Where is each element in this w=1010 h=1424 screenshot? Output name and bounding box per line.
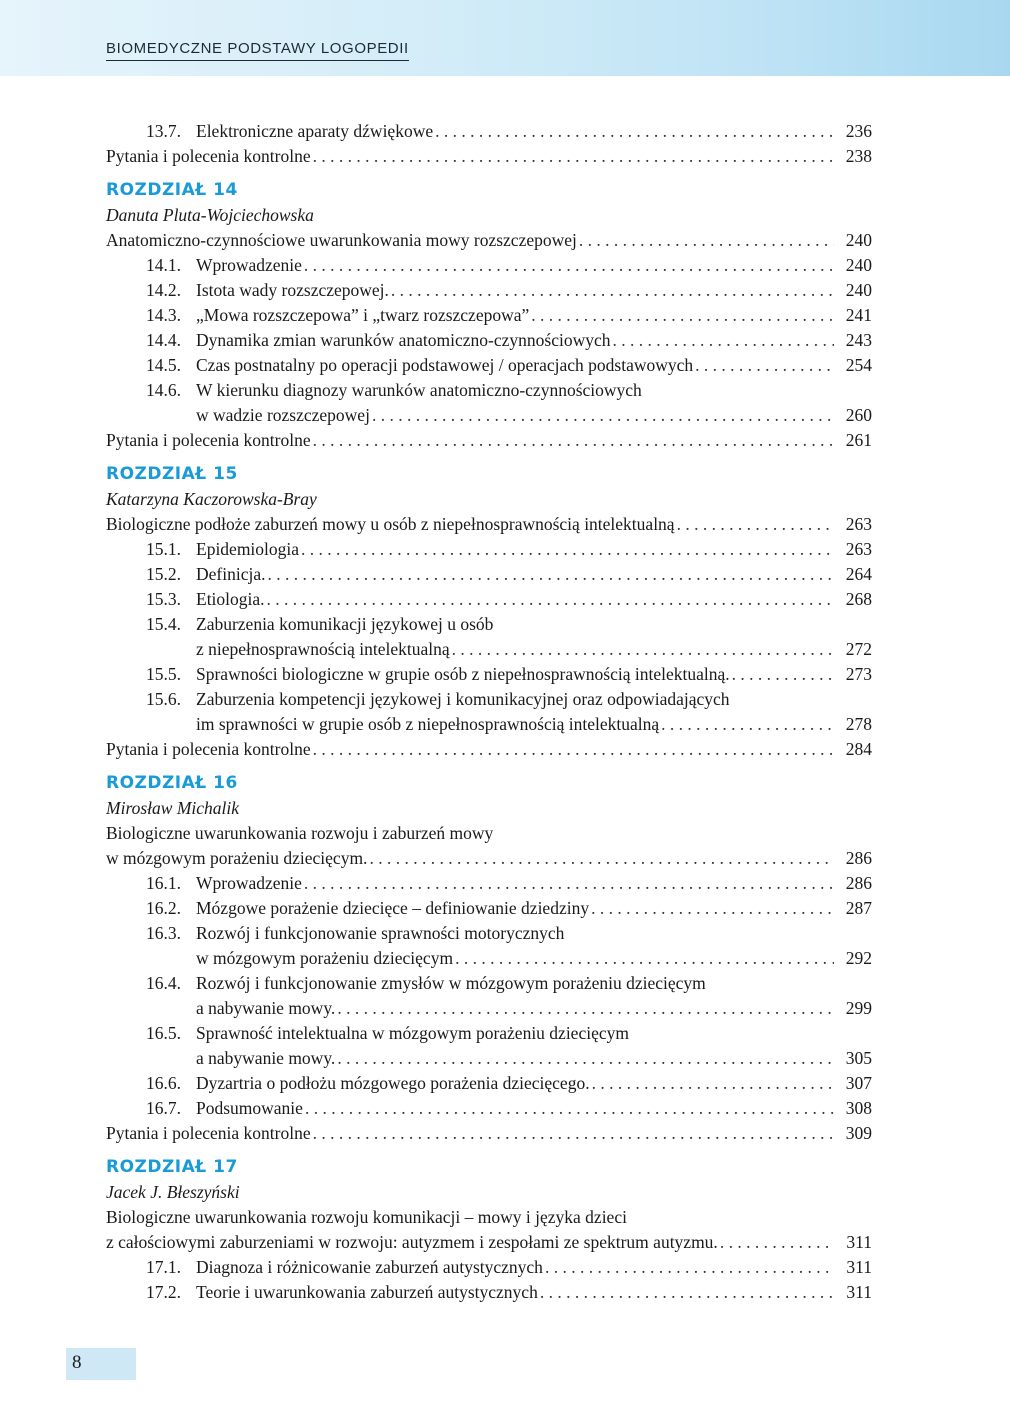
toc-entry[interactable]	[106, 428, 872, 453]
toc-subentry[interactable]	[106, 353, 872, 378]
entry-title: Sprawność intelektualna w mózgowym porażeniu dziecięcym	[196, 1023, 629, 1043]
toc-subentry[interactable]	[106, 637, 872, 662]
entry-title: w mózgowym porażeniu dziecięcym.	[106, 848, 368, 868]
toc-subentry[interactable]	[106, 1096, 872, 1121]
table-of-contents	[106, 119, 872, 1305]
entry-title: Istota wady rozszczepowej.	[196, 280, 389, 300]
toc-subentry[interactable]	[106, 687, 872, 712]
dot-leader	[677, 512, 834, 537]
section-number: 16.6.	[146, 1073, 181, 1093]
entry-title: Biologiczne uwarunkowania rozwoju i zaburzeń mowy	[106, 823, 494, 843]
entry-title: Wprowadzenie	[196, 873, 302, 893]
entry-title: w mózgowym porażeniu dziecięcym	[196, 948, 454, 968]
page-ref: 273	[845, 664, 872, 684]
toc-entry[interactable]	[106, 1230, 872, 1255]
toc-subentry[interactable]	[106, 403, 872, 428]
page-ref: 308	[845, 1098, 872, 1118]
header-band	[0, 0, 1010, 76]
section-number: 16.5.	[146, 1023, 181, 1043]
entry-title: Rozwój i funkcjonowanie zmysłów w mózgowym porażeniu dziecięcym	[196, 973, 706, 993]
toc-subentry[interactable]	[106, 1255, 872, 1280]
toc-subentry[interactable]	[106, 921, 872, 946]
toc-subentry[interactable]	[106, 328, 872, 353]
entry-title: a nabywanie mowy.	[196, 1048, 336, 1068]
dot-leader	[540, 1280, 834, 1305]
dot-leader	[592, 1071, 834, 1096]
toc-entry[interactable]	[106, 144, 872, 169]
dot-leader	[313, 144, 834, 169]
entry-title: Etiologia.	[196, 589, 265, 609]
entry-title: Rozwój i funkcjonowanie sprawności motorycznych	[196, 923, 565, 943]
entry-title: Teorie i uwarunkowania zaburzeń autystycznych	[196, 1282, 538, 1302]
entry-title: Elektroniczne aparaty dźwiękowe	[196, 121, 434, 141]
page-ref: 311	[846, 1257, 872, 1277]
page-ref: 311	[846, 1282, 872, 1302]
section-number: 15.2.	[146, 564, 181, 584]
entry-title: Sprawności biologiczne w grupie osób z niepełnosprawnością intelektualną.	[196, 664, 730, 684]
section-number: 14.2.	[146, 280, 181, 300]
section-number: 15.5.	[146, 664, 181, 684]
page-ref: 307	[845, 1073, 872, 1093]
toc-subentry[interactable]	[106, 119, 872, 144]
dot-leader	[452, 637, 834, 662]
toc-subentry[interactable]	[106, 253, 872, 278]
entry-title: „Mowa rozszczepowa” i „twarz rozszczepowa”	[196, 305, 530, 325]
page-ref: 240	[845, 230, 872, 250]
toc-entry[interactable]	[106, 228, 872, 253]
entry-title: Czas postnatalny po operacji podstawowej / operacjach podstawowych	[196, 355, 694, 375]
dot-leader	[301, 537, 834, 562]
entry-title: z niepełnosprawnością intelektualną	[196, 639, 450, 659]
toc-subentry[interactable]	[106, 1021, 872, 1046]
page-ref: 241	[845, 305, 872, 325]
toc-subentry[interactable]	[106, 612, 872, 637]
page-ref: 263	[845, 539, 872, 559]
toc-subentry[interactable]	[106, 537, 872, 562]
section-number: 14.3.	[146, 305, 181, 325]
section-number: 14.1.	[146, 255, 181, 275]
toc-subentry[interactable]	[106, 378, 872, 403]
toc-subentry[interactable]	[106, 946, 872, 971]
page-ref: 299	[845, 998, 872, 1018]
toc-subentry[interactable]	[106, 303, 872, 328]
section-number: 15.1.	[146, 539, 181, 559]
dot-leader	[372, 403, 834, 428]
entry-title: Podsumowanie	[196, 1098, 303, 1118]
page-ref: 261	[845, 430, 872, 450]
toc-entry[interactable]	[106, 1121, 872, 1146]
toc-subentry[interactable]	[106, 662, 872, 687]
dot-leader	[661, 712, 834, 737]
toc-entry[interactable]	[106, 1205, 872, 1230]
section-number: 16.1.	[146, 873, 181, 893]
page-ref: 268	[845, 589, 872, 609]
entry-title: Anatomiczno-czynnościowe uwarunkowania mowy rozszczepowej	[106, 230, 577, 250]
dot-leader	[545, 1255, 834, 1280]
section-number: 16.2.	[146, 898, 181, 918]
dot-leader	[369, 846, 834, 871]
entry-title: Epidemiologia	[196, 539, 300, 559]
entry-title: Mózgowe porażenie dziecięce – definiowanie dziedziny	[196, 898, 590, 918]
section-number: 13.7.	[146, 121, 181, 141]
toc-subentry[interactable]	[106, 871, 872, 896]
entry-title: Zaburzenia kompetencji językowej i komunikacyjnej oraz odpowiadających	[196, 689, 730, 709]
chapter-author: Katarzyna Kaczorowska-Bray	[106, 489, 317, 509]
chapter-heading: ROZDZIAŁ 14	[106, 180, 238, 200]
entry-title: Definicja.	[196, 564, 266, 584]
dot-leader	[337, 996, 834, 1021]
section-number: 15.3.	[146, 589, 181, 609]
entry-title: Biologiczne podłoże zaburzeń mowy u osób z niepełnosprawnością intelektualną	[106, 514, 675, 534]
section-number: 16.7.	[146, 1098, 181, 1118]
toc-subentry[interactable]	[106, 1071, 872, 1096]
page-ref: 286	[845, 848, 872, 868]
toc-subentry[interactable]	[106, 712, 872, 737]
toc-subentry[interactable]	[106, 587, 872, 612]
section-number: 16.4.	[146, 973, 181, 993]
dot-leader	[267, 587, 834, 612]
entry-title: a nabywanie mowy.	[196, 998, 336, 1018]
dot-leader	[305, 1096, 834, 1121]
dot-leader	[304, 253, 834, 278]
dot-leader	[695, 353, 834, 378]
entry-title: Biologiczne uwarunkowania rozwoju komunikacji – mowy i języka dzieci	[106, 1207, 627, 1227]
dot-leader	[313, 1121, 834, 1146]
page-ref: 238	[845, 146, 872, 166]
section-number: 15.4.	[146, 614, 181, 634]
entry-title: Zaburzenia komunikacji językowej u osób	[196, 614, 494, 634]
toc-entry[interactable]	[106, 846, 872, 871]
entry-title: W kierunku diagnozy warunków anatomiczno-czynnościowych	[196, 380, 642, 400]
page-ref: 272	[845, 639, 872, 659]
entry-title: z całościowymi zaburzeniami w rozwoju: autyzmem i zespołami ze spektrum autyzmu.	[106, 1232, 718, 1252]
entry-title: Dynamika zmian warunków anatomiczno-czynnościowych	[196, 330, 611, 350]
toc-entry[interactable]	[106, 737, 872, 762]
entry-title: Dyzartria o podłożu mózgowego porażenia dziecięcego.	[196, 1073, 590, 1093]
chapter-heading: ROZDZIAŁ 15	[106, 464, 238, 484]
chapter-author: Danuta Pluta-Wojciechowska	[106, 205, 314, 225]
page-ref: 286	[845, 873, 872, 893]
dot-leader	[313, 428, 834, 453]
section-number: 17.1.	[146, 1257, 181, 1277]
dot-leader	[455, 946, 834, 971]
dot-leader	[337, 1046, 834, 1071]
running-header-title: BIOMEDYCZNE PODSTAWY LOGOPEDII	[106, 40, 409, 61]
entry-title: Wprowadzenie	[196, 255, 302, 275]
section-number: 14.4.	[146, 330, 181, 350]
toc-subentry[interactable]	[106, 278, 872, 303]
dot-leader	[613, 328, 834, 353]
section-number: 15.6.	[146, 689, 181, 709]
section-number: 16.3.	[146, 923, 181, 943]
chapter-author: Mirosław Michalik	[106, 798, 240, 818]
page-ref: 311	[846, 1232, 872, 1252]
chapter-heading: ROZDZIAŁ 17	[106, 1157, 238, 1177]
entry-title: Pytania i polecenia kontrolne	[106, 430, 311, 450]
toc-subentry[interactable]	[106, 896, 872, 921]
dot-leader	[435, 119, 834, 144]
page-ref: 278	[845, 714, 872, 734]
page-ref: 287	[845, 898, 872, 918]
page-ref: 264	[845, 564, 872, 584]
toc-subentry[interactable]	[106, 996, 872, 1021]
dot-leader	[591, 896, 834, 921]
entry-title: Pytania i polecenia kontrolne	[106, 739, 311, 759]
toc-entry[interactable]	[106, 512, 872, 537]
toc-subentry[interactable]	[106, 971, 872, 996]
dot-leader	[304, 871, 834, 896]
dot-leader	[531, 303, 834, 328]
page-ref: 260	[845, 405, 872, 425]
page-ref: 292	[845, 948, 872, 968]
dot-leader	[313, 737, 834, 762]
chapter-author: Jacek J. Błeszyński	[106, 1182, 240, 1202]
dot-leader	[391, 278, 834, 303]
page-number: 8	[72, 1352, 82, 1373]
page-ref: 263	[845, 514, 872, 534]
page-ref: 240	[845, 280, 872, 300]
toc-entry[interactable]	[106, 821, 872, 846]
entry-title: Pytania i polecenia kontrolne	[106, 146, 311, 166]
chapter-heading: ROZDZIAŁ 16	[106, 773, 238, 793]
entry-title: Diagnoza i różnicowanie zaburzeń autystycznych	[196, 1257, 543, 1277]
dot-leader	[579, 228, 834, 253]
dot-leader	[732, 662, 834, 687]
entry-title: w wadzie rozszczepowej	[196, 405, 370, 425]
entry-title: Pytania i polecenia kontrolne	[106, 1123, 311, 1143]
dot-leader	[267, 562, 834, 587]
toc-subentry[interactable]	[106, 1280, 872, 1305]
page-ref: 284	[845, 739, 872, 759]
page-ref: 309	[845, 1123, 872, 1143]
section-number: 17.2.	[146, 1282, 181, 1302]
page-ref: 254	[845, 355, 872, 375]
entry-title: im sprawności w grupie osób z niepełnosprawnością intelektualną	[196, 714, 660, 734]
toc-subentry[interactable]	[106, 1046, 872, 1071]
page-ref: 305	[845, 1048, 872, 1068]
section-number: 14.5.	[146, 355, 181, 375]
dot-leader	[720, 1230, 834, 1255]
section-number: 14.6.	[146, 380, 181, 400]
page-ref: 240	[845, 255, 872, 275]
page-ref: 243	[845, 330, 872, 350]
page-ref: 236	[845, 121, 872, 141]
toc-subentry[interactable]	[106, 562, 872, 587]
